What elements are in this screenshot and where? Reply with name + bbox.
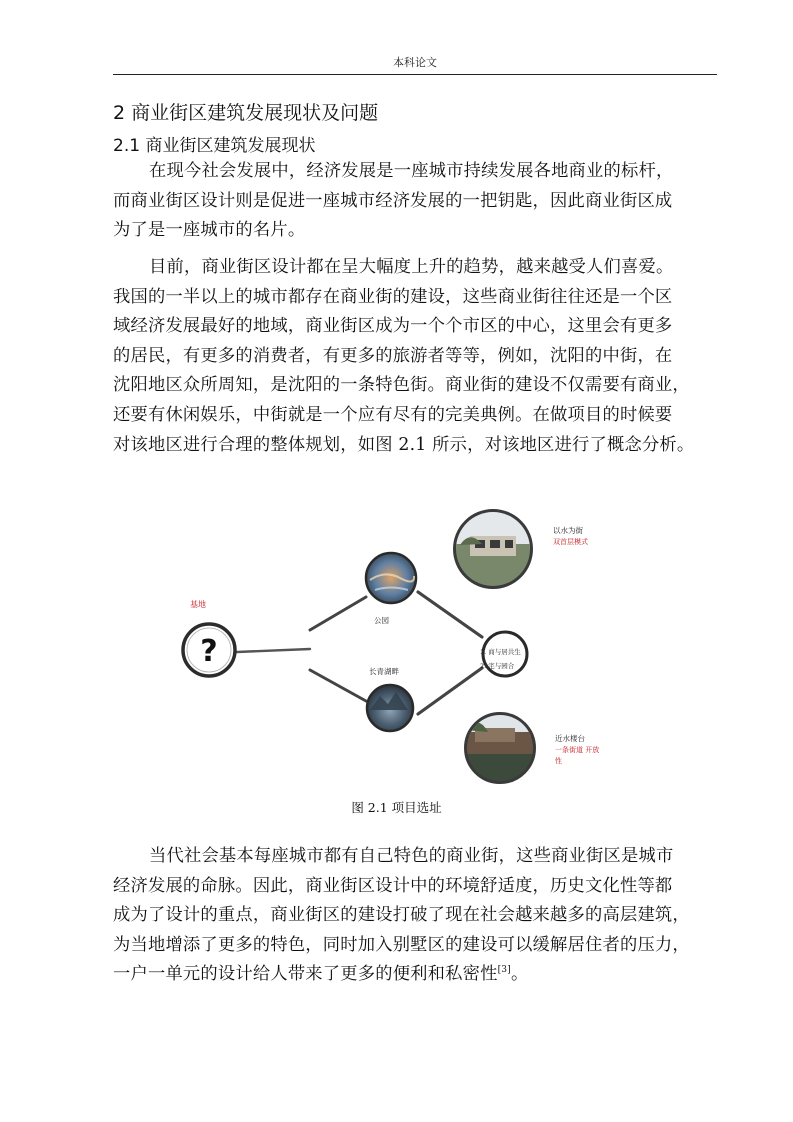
paragraph-line: 目前，商业街区设计都在呈大幅度上升的趋势，越来越受人们喜爱。 [149,257,674,277]
citation-ref[interactable]: [3] [497,965,511,976]
connector-stroke [418,668,482,714]
paragraph-line: 为当地增添了更多的特色，同时加入别墅区的建设可以缓解居住者的压力， [113,934,690,955]
paragraph-last-line [113,960,719,990]
concept-diagram [170,500,650,800]
center-label-line2: 2. 宅与园合 [480,662,515,670]
paragraph-line: 经济发展的命脉。因此，商业街区设计中的环境舒适度，历史文化性等都 [113,875,673,896]
paragraph-end-punct: 。 [510,964,529,985]
connector-stroke [237,649,310,652]
paragraph-line: 对该地区进行合理的整体规划，如图 2.1 所示，对该地区进行了概念分析。 [113,434,695,455]
section-heading: 2 商业街区建筑发展现状及问题 [113,102,379,124]
question-mark: ? [200,634,218,669]
paragraph-line-text: 一户一单元的设计给人带来了更多的便利和私密性 [113,964,498,985]
site-label: 基地 [190,600,206,609]
center-label-line1: 1. 商与居共生 [480,648,521,656]
paragraph-line: 沈阳地区众所周知，是沈阳的一条特色街。商业街的建设不仅需要有商业， [113,375,690,396]
paragraph-line: 我国的一半以上的城市都存在商业街的建设，这些商业街往往还是一个区 [113,286,673,307]
site-concept-figure [170,500,650,800]
connector-stroke [418,592,482,637]
bottom-right-label-line1: 近水楼台 [555,734,585,743]
paragraph-line: 为了是一座城市的名片。 [113,220,306,241]
paragraph-line: 的居民，有更多的消费者，有更多的旅游者等等，例如，沈阳的中街，在 [113,345,673,366]
paragraph-line: 成为了设计的重点，商业街区的建设打破了现在社会越来越多的高层建筑， [113,905,690,926]
park-label: 公园 [374,616,389,625]
bottom-right-label-line3: 性 [555,757,562,765]
connector-stroke [310,670,366,701]
top-right-label-line1: 以水为街 [553,526,583,535]
paragraph-1 [113,157,719,246]
header-rule [113,74,717,75]
lake-label: 长青湖畔 [369,667,399,676]
page-header: 本科论文 [393,56,437,69]
subsection-heading: 2.1 商业街区建筑发展现状 [113,136,316,156]
paragraph-line: 还要有休闲娱乐，中街就是一个应有尽有的完美典例。在做项目的时候要 [113,404,673,425]
top-right-label-line2: 双首层模式 [553,538,588,546]
paragraph-3 [113,842,719,990]
paragraph-line: 在现今社会发展中，经济发展是一座城市持续发展各地商业的标杆， [149,161,674,181]
paragraph-line: 而商业街区设计则是促进一座城市经济发展的一把钥匙，因此商业街区成 [113,190,673,211]
paragraph-line: 域经济发展最好的地域，商业街区成为一个个市区的中心，这里会有更多 [113,316,673,337]
paragraph-line: 当代社会基本每座城市都有自己特色的商业街，这些商业街区是城市 [149,846,674,866]
paragraph-2 [113,253,719,460]
connector-stroke [310,597,366,630]
bottom-right-label-line2: 一条街道 开放 [555,746,600,754]
figure-caption: 图 2.1 项目选址 [351,800,442,815]
